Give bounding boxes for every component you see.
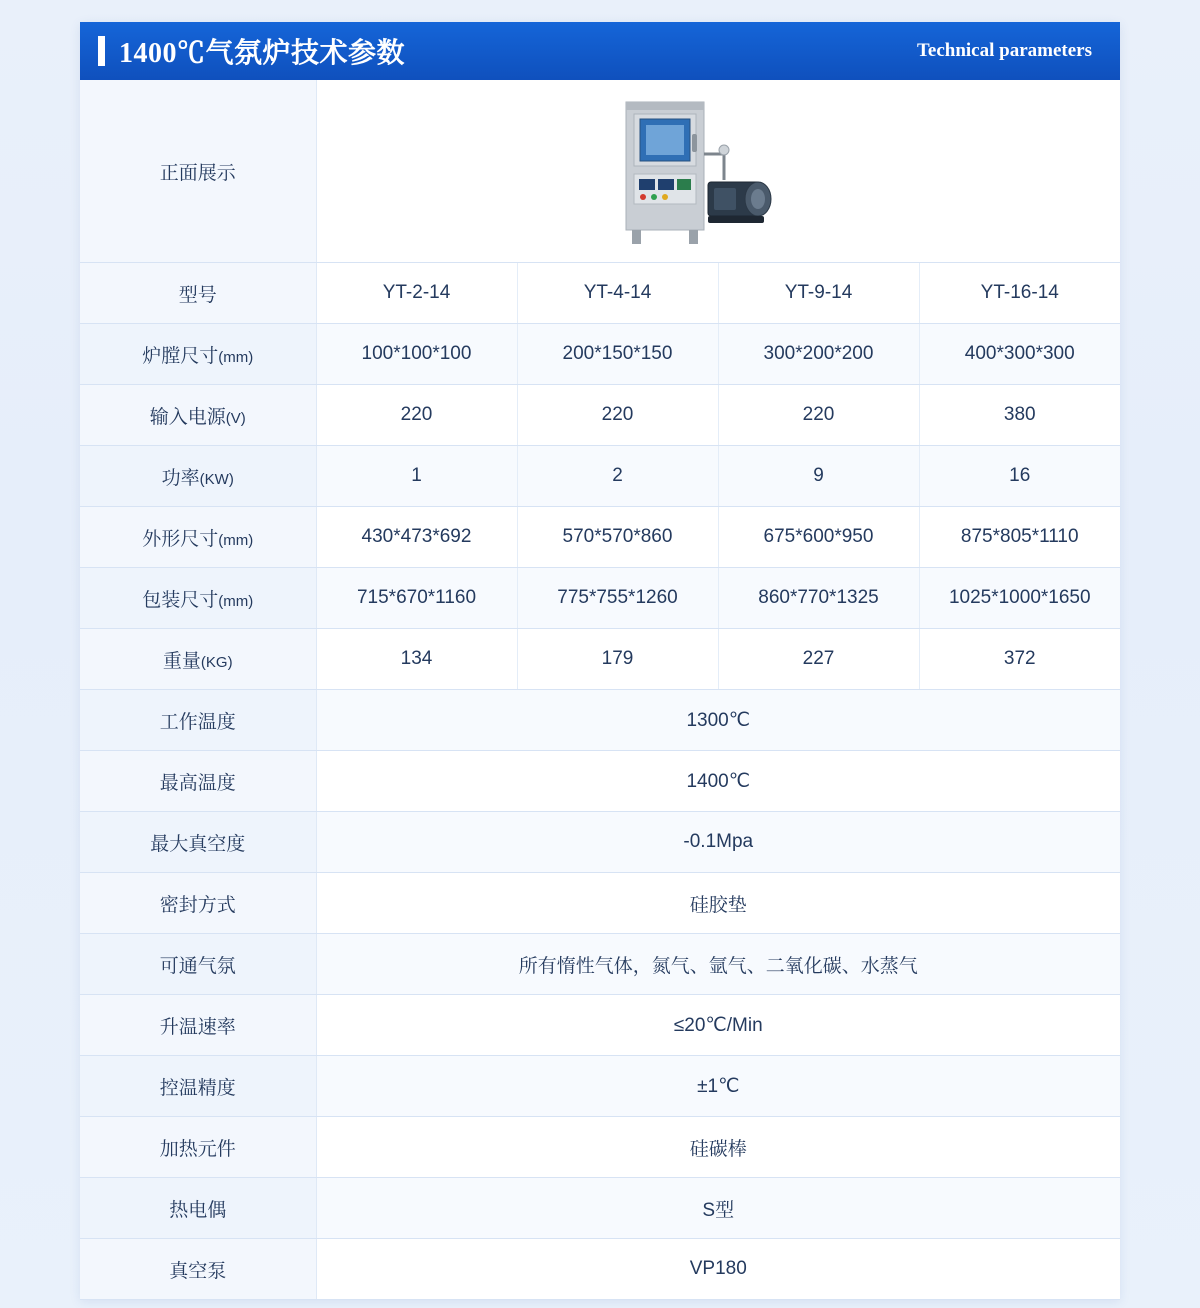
furnace-illustration <box>317 80 1121 262</box>
table-row <box>80 324 1120 385</box>
row-label-heating-element: 加热元件 <box>80 1117 316 1178</box>
label-unit: (KG) <box>200 653 233 671</box>
table-row <box>80 1056 1120 1117</box>
model-cell-1: YT-2-14 <box>316 263 517 324</box>
label-unit: (KW) <box>199 470 234 488</box>
label-unit: (mm) <box>218 592 254 610</box>
input-power-cell-1: 220 <box>316 385 517 446</box>
overall-size-cell-3: 675*600*950 <box>718 507 919 568</box>
row-label-seal-type: 密封方式 <box>80 873 316 934</box>
label-unit: (mm) <box>218 531 254 549</box>
input-power-cell-2: 220 <box>517 385 718 446</box>
table-row <box>80 934 1120 995</box>
label-text: 重量 <box>162 650 201 672</box>
working-temperature-value: 1300℃ <box>316 690 1120 751</box>
chamber-size-cell-2: 200*150*150 <box>517 324 718 385</box>
specification-table <box>80 80 1120 1300</box>
label-text: 输入电源 <box>149 406 226 428</box>
table-body <box>80 80 1120 1300</box>
package-size-cell-2: 775*755*1260 <box>517 568 718 629</box>
label-unit: (V) <box>225 409 246 427</box>
vacuum-pump-value: VP180 <box>316 1239 1120 1300</box>
label-text: 功率 <box>161 467 200 489</box>
row-label-input-power <box>80 385 316 446</box>
label-text: 炉膛尺寸 <box>142 345 219 367</box>
power-cell-1: 1 <box>316 446 517 507</box>
heating-element-value: 硅碳棒 <box>316 1117 1120 1178</box>
weight-cell-4: 372 <box>919 629 1120 690</box>
table-row <box>80 1178 1120 1239</box>
overall-size-cell-4: 875*805*1110 <box>919 507 1120 568</box>
header-left-group <box>80 22 405 80</box>
model-cell-4: YT-16-14 <box>919 263 1120 324</box>
label-text: 外形尺寸 <box>142 528 219 550</box>
weight-cell-3: 227 <box>718 629 919 690</box>
row-label-max-vacuum: 最大真空度 <box>80 812 316 873</box>
chamber-size-cell-3: 300*200*200 <box>718 324 919 385</box>
thermocouple-value: S型 <box>316 1178 1120 1239</box>
heating-rate-value: ≤20℃/Min <box>316 995 1120 1056</box>
row-label-heating-rate: 升温速率 <box>80 995 316 1056</box>
row-label-model: 型号 <box>80 263 316 324</box>
max-vacuum-value: -0.1Mpa <box>316 812 1120 873</box>
row-label-overall-size <box>80 507 316 568</box>
max-temperature-value: 1400℃ <box>316 751 1120 812</box>
header-accent-bar <box>98 36 105 66</box>
package-size-cell-1: 715*670*1160 <box>316 568 517 629</box>
row-label-temperature-accuracy: 控温精度 <box>80 1056 316 1117</box>
available-atmosphere-value: 所有惰性气体，氮气、氩气、二氧化碳、水蒸气 <box>316 934 1120 995</box>
table-row <box>80 80 1120 263</box>
header-subtitle: Technical parameters <box>916 40 1092 61</box>
row-label-front-view: 正面展示 <box>80 80 316 263</box>
row-label-vacuum-pump: 真空泵 <box>80 1239 316 1300</box>
table-row <box>80 1239 1120 1300</box>
temperature-accuracy-value: ±1℃ <box>316 1056 1120 1117</box>
row-label-chamber-size <box>80 324 316 385</box>
spec-card <box>80 22 1120 1300</box>
table-row-model <box>80 263 1120 324</box>
table-row <box>80 629 1120 690</box>
row-label-package-size <box>80 568 316 629</box>
table-row <box>80 812 1120 873</box>
table-row <box>80 1117 1120 1178</box>
table-row <box>80 690 1120 751</box>
label-text: 包装尺寸 <box>142 589 219 611</box>
card-header <box>80 22 1120 80</box>
row-label-thermocouple: 热电偶 <box>80 1178 316 1239</box>
input-power-cell-3: 220 <box>718 385 919 446</box>
overall-size-cell-2: 570*570*860 <box>517 507 718 568</box>
weight-cell-2: 179 <box>517 629 718 690</box>
product-image-cell <box>316 80 1120 263</box>
atmosphere-furnace-icon <box>588 84 848 259</box>
input-power-cell-4: 380 <box>919 385 1120 446</box>
power-cell-2: 2 <box>517 446 718 507</box>
table-row <box>80 446 1120 507</box>
table-row <box>80 568 1120 629</box>
table-row <box>80 385 1120 446</box>
seal-type-value: 硅胶垫 <box>316 873 1120 934</box>
row-label-weight <box>80 629 316 690</box>
table-row <box>80 995 1120 1056</box>
power-cell-3: 9 <box>718 446 919 507</box>
table-row <box>80 751 1120 812</box>
row-label-power <box>80 446 316 507</box>
overall-size-cell-1: 430*473*692 <box>316 507 517 568</box>
chamber-size-cell-1: 100*100*100 <box>316 324 517 385</box>
table-row <box>80 873 1120 934</box>
page-title: 1400℃气氛炉技术参数 <box>119 38 406 69</box>
label-unit: (mm) <box>218 348 254 366</box>
package-size-cell-3: 860*770*1325 <box>718 568 919 629</box>
row-label-available-atmosphere: 可通气氛 <box>80 934 316 995</box>
weight-cell-1: 134 <box>316 629 517 690</box>
chamber-size-cell-4: 400*300*300 <box>919 324 1120 385</box>
table-row <box>80 507 1120 568</box>
model-cell-3: YT-9-14 <box>718 263 919 324</box>
row-label-working-temperature: 工作温度 <box>80 690 316 751</box>
power-cell-4: 16 <box>919 446 1120 507</box>
package-size-cell-4: 1025*1000*1650 <box>919 568 1120 629</box>
model-cell-2: YT-4-14 <box>517 263 718 324</box>
row-label-max-temperature: 最高温度 <box>80 751 316 812</box>
